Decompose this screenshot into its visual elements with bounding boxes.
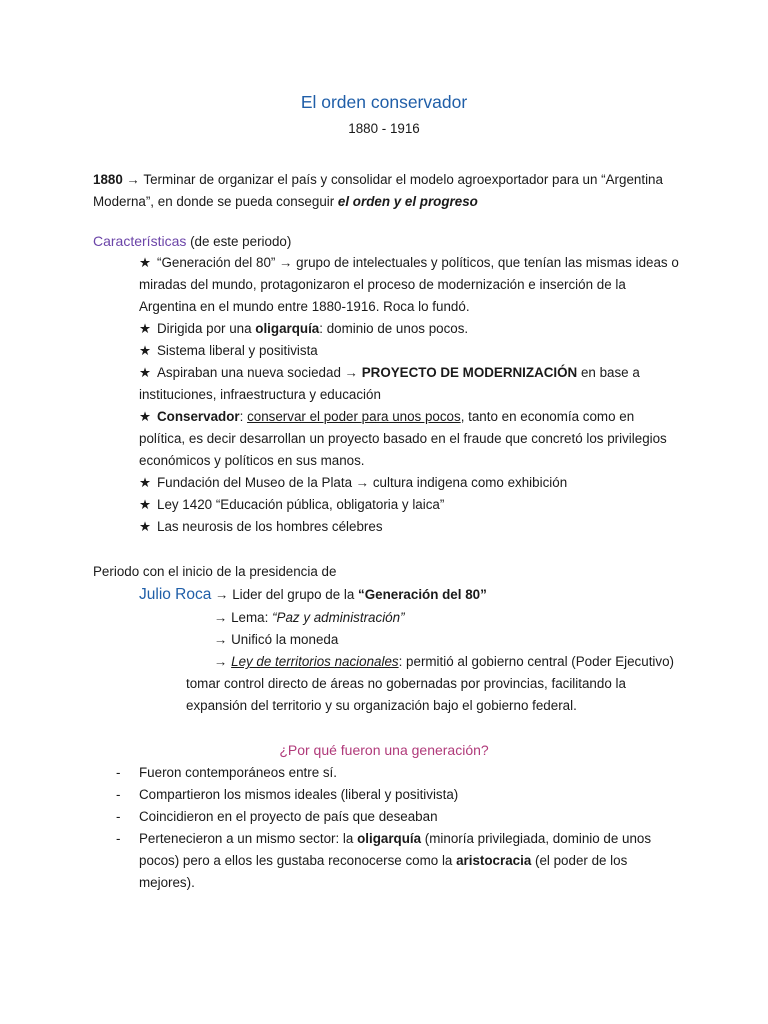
characteristics-list (139, 252, 679, 538)
list-item: ★ Dirigida por una oligarquía: dominio de unos pocos. (139, 318, 679, 340)
star-icon: ★ (139, 255, 152, 270)
roca-moneda: → Unificó la moneda (214, 632, 339, 647)
intro-arrow: → (122, 172, 140, 187)
list-item: ★ Conservador: conservar el poder para unos pocos, tanto en economía como en política, es decir desarrollan un proyecto basado en el fraude que concretó los privilegios económicos y políticos en sus manos. (139, 406, 679, 472)
characteristics-note: (de este periodo) (186, 234, 292, 249)
intro-text: Terminar de organizar el país y consolidar el modelo agroexportador para un “Argentina Moderna”, en donde se pueda conseguir (93, 172, 663, 209)
list-item: - Compartieron los mismos ideales (liberal y positivista) (116, 787, 459, 802)
roca-line: Julio Roca → Lider del grupo de la “Generación del 80” (139, 586, 487, 603)
star-icon: ★ (139, 365, 152, 380)
star-icon: ★ (139, 343, 152, 358)
roca-ley: → Ley de territorios nacionales: permitió al gobierno central (Poder Ejecutivo) (214, 654, 674, 669)
list-item: - Pertenecieron a un mismo sector: la oligarquía (minoría privilegiada, dominio de unos pocos) pero a ellos les gustaba reconocerse como la aristocracia (el poder de los mejores). (116, 831, 652, 890)
question-heading: ¿Por qué fueron una generación? (279, 742, 489, 758)
list-item: ★ “Generación del 80” → grupo de intelectuales y políticos, que tenían las mismas ideas o miradas del mundo, protagonizaron el proceso de modernización e inserción de la Argentina en el mundo entre 1880-1916. Roca lo fundó. (139, 252, 679, 318)
star-icon: ★ (139, 321, 152, 336)
intro-paragraph (93, 169, 683, 213)
intro-year: 1880 (93, 172, 123, 187)
star-icon: ★ (139, 409, 152, 424)
intro-emphasis: el orden y el progreso (337, 194, 478, 209)
star-icon: ★ (139, 519, 152, 534)
list-item: ★ Sistema liberal y positivista (139, 340, 679, 362)
document-title: El orden conservador (300, 92, 468, 112)
characteristics-heading (93, 230, 291, 253)
roca-lema: → Lema: “Paz y administración” (214, 610, 405, 625)
roca-ley-continuation: tomar control directo de áreas no gobernadas por provincias, facilitando la expansión del territorio y su organización bajo el gobierno federal. (186, 676, 626, 713)
star-icon: ★ (139, 497, 152, 512)
characteristics-label: Características (93, 233, 187, 249)
document-subtitle: 1880 - 1916 (348, 121, 420, 136)
periodo-line: Periodo con el inicio de la presidencia de (93, 564, 337, 579)
list-item: - Fueron contemporáneos entre sí. (116, 765, 337, 780)
list-item: ★ Las neurosis de los hombres célebres (139, 516, 679, 538)
reasons-list (116, 762, 676, 894)
list-item: ★ Aspiraban una nueva sociedad → PROYECTO DE MODERNIZACIÓN en base a instituciones, infraestructura y educación (139, 362, 679, 406)
list-item: - Coincidieron en el proyecto de país que deseaban (116, 809, 438, 824)
roca-name: Julio Roca (139, 586, 212, 603)
star-icon: ★ (139, 475, 152, 490)
list-item: ★ Fundación del Museo de la Plata → cultura indigena como exhibición (139, 472, 679, 494)
list-item: ★ Ley 1420 “Educación pública, obligatoria y laica” (139, 494, 679, 516)
